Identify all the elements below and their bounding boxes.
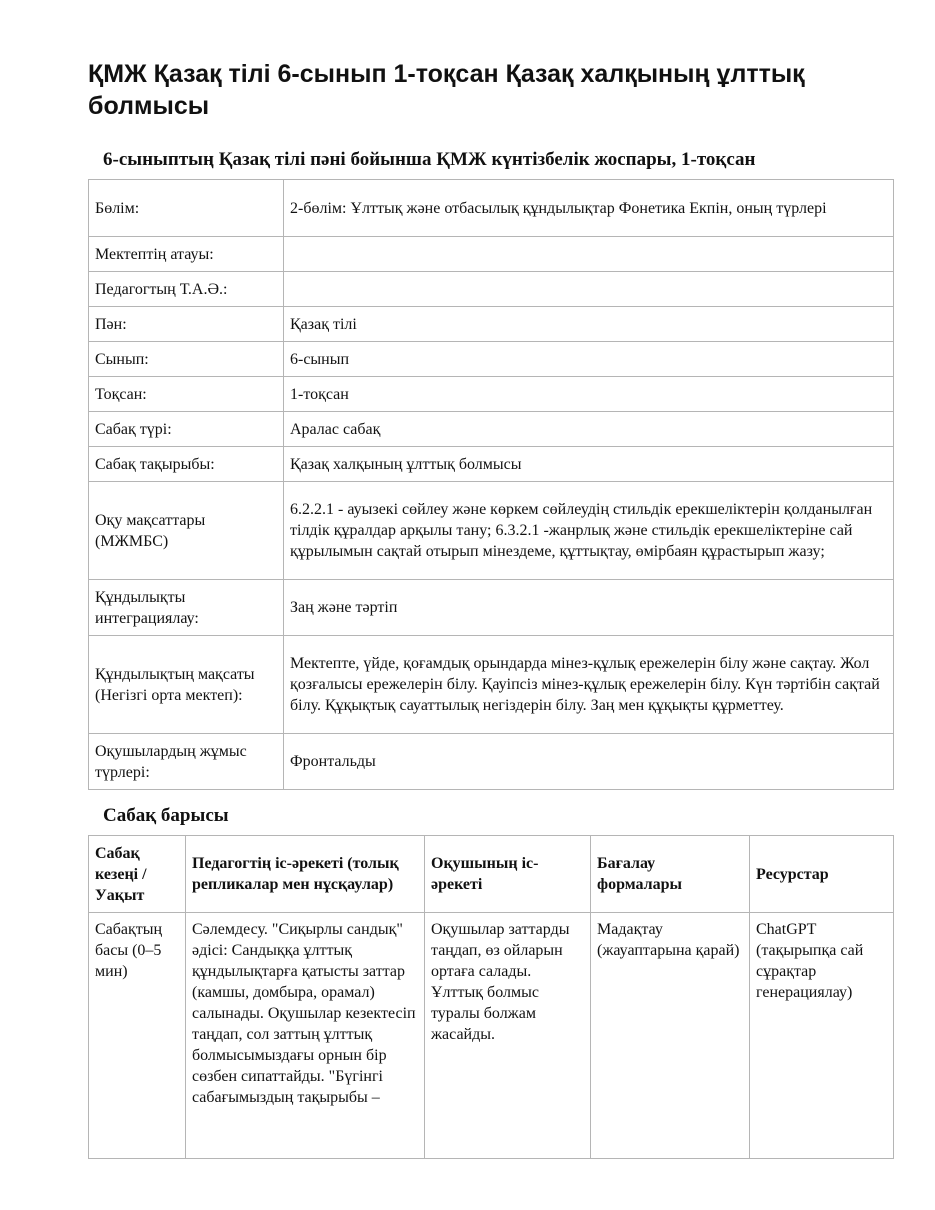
header-teacher: Педагогтің іс-әрекеті (толық репликалар мен нұсқаулар) (186, 836, 425, 913)
table-row (89, 180, 894, 237)
info-label: Пән: (89, 307, 284, 342)
header-student: Оқушының іс-әрекеті (425, 836, 591, 913)
info-label: Сынып: (89, 342, 284, 377)
lesson-heading: Сабақ барысы (103, 805, 229, 826)
table-row (89, 412, 894, 447)
cell-assessment: Мадақтау (жауаптарына қарай) (591, 913, 750, 1159)
info-value: 2-бөлім: Ұлттық және отбасылық құндылықтар Фонетика Екпін, оның түрлері (284, 180, 894, 237)
plan-heading: 6-сыныптың Қазақ тілі пәні бойынша ҚМЖ күнтізбелік жоспары, 1-тоқсан (103, 149, 756, 170)
info-value: 6.2.2.1 - ауызекі сөйлеу және көркем сөйлеудің стильдік ерекшеліктерін қолданылған тілдік құралдар арқылы тану; 6.3.2.1 -жанрлық және стильдік ерекшеліктеріне сай құрылымын сақтай отырып мінездеме, құттықтау, өмірбаян құрастырып жазу; (284, 482, 894, 580)
table-row (89, 377, 894, 412)
info-label: Бөлім: (89, 180, 284, 237)
info-value: 1-тоқсан (284, 377, 894, 412)
table-row (89, 580, 894, 636)
cell-teacher: Сәлемдесу. "Сиқырлы сандық" әдісі: Сандыққа ұлттық құндылықтарға қатысты заттар (камшы, домбыра, орамал) салынады. Оқушылар кезектесіп таңдап, сол заттың ұлттық болмысымыздағы орнын бір сөзбен сипаттайды. "Бүгінгі сабағымыздың тақырыбы – (186, 913, 425, 1159)
info-label: Оқу мақсаттары (МЖМБС) (89, 482, 284, 580)
header-assessment: Бағалау формалары (591, 836, 750, 913)
table-row (89, 342, 894, 377)
info-label: Мектептің атауы: (89, 237, 284, 272)
info-label: Оқушылардың жұмыс түрлері: (89, 734, 284, 790)
header-resources: Ресурстар (750, 836, 894, 913)
info-label: Құндылықты интеграциялау: (89, 580, 284, 636)
info-value: Мектепте, үйде, қоғамдық орындарда мінез-құлық ережелерін білу және сақтау. Жол қозғалысы ережелерін білу. Қауіпсіз мінез-құлық ережелерін білу. Күн тәртібін сақтай білу. Құқықтық сауаттылық негіздерін білу. Заң мен құқықты құрметтеу. (284, 636, 894, 734)
lesson-flow-table (88, 835, 894, 1159)
info-value: Фронтальды (284, 734, 894, 790)
info-label: Сабақ түрі: (89, 412, 284, 447)
table-row (89, 447, 894, 482)
info-label: Сабақ тақырыбы: (89, 447, 284, 482)
info-value: Қазақ халқының ұлттық болмысы (284, 447, 894, 482)
info-value: 6-сынып (284, 342, 894, 377)
table-row (89, 482, 894, 580)
page-title: ҚМЖ Қазақ тілі 6-сынып 1-тоқсан Қазақ халқының ұлттық болмысы (88, 60, 805, 120)
info-value: Заң және тәртіп (284, 580, 894, 636)
table-row (89, 272, 894, 307)
lesson-info-table (88, 179, 894, 790)
info-value (284, 237, 894, 272)
table-row (89, 734, 894, 790)
table-row (89, 636, 894, 734)
table-row (89, 307, 894, 342)
info-label: Құндылықтың мақсаты (Негізгі орта мектеп): (89, 636, 284, 734)
cell-student: Оқушылар заттарды таңдап, өз ойларын ортаға салады. Ұлттық болмыс туралы болжам жасайды. (425, 913, 591, 1159)
table-row (89, 237, 894, 272)
header-stage: Сабақ кезеңі / Уақыт (89, 836, 186, 913)
table-header-row (89, 836, 894, 913)
info-value: Аралас сабақ (284, 412, 894, 447)
info-label: Педагогтың Т.А.Ә.: (89, 272, 284, 307)
info-label: Тоқсан: (89, 377, 284, 412)
table-row (89, 913, 894, 1159)
cell-stage: Сабақтың басы (0–5 мин) (89, 913, 186, 1159)
cell-resources: ChatGPT (тақырыпқа сай сұрақтар генерациялау) (750, 913, 894, 1159)
info-value (284, 272, 894, 307)
info-value: Қазақ тілі (284, 307, 894, 342)
